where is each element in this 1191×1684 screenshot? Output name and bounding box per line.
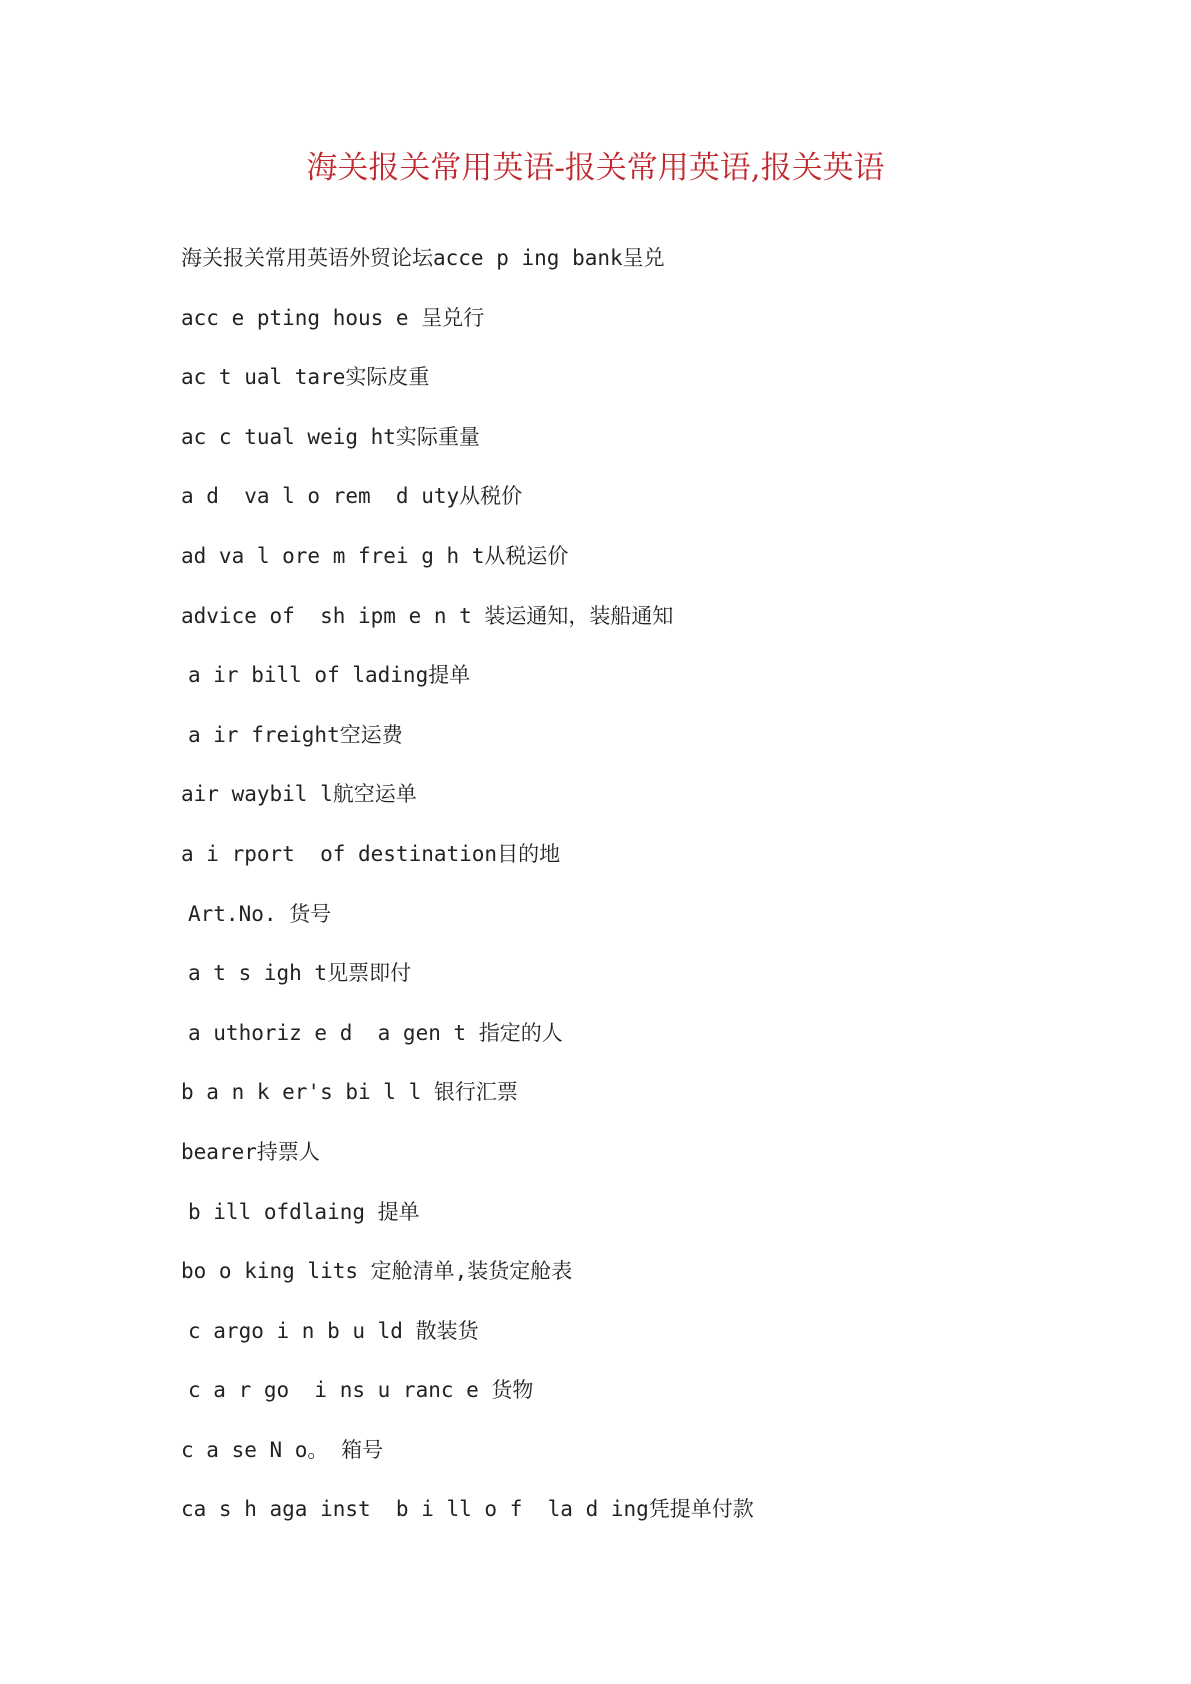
glossary-entry: b ill ofdlaing 提单 xyxy=(188,1199,420,1224)
glossary-entry: Art.No. 货号 xyxy=(188,901,332,926)
glossary-entry: ac t ual tare实际皮重 xyxy=(181,365,430,390)
glossary-entry: a t s igh t见票即付 xyxy=(188,961,412,986)
glossary-list xyxy=(181,243,1081,1554)
page-title: 海关报关常用英语-报关常用英语,报关英语 xyxy=(306,150,885,186)
glossary-entry: ca s h aga inst b i ll o f la d ing凭提单付款 xyxy=(181,1497,754,1522)
glossary-entry: advice of sh ipm e n t 装运通知，装船通知 xyxy=(181,603,674,628)
glossary-entry: ac c tual weig ht实际重量 xyxy=(181,424,480,449)
glossary-entry: ad va l ore m frei g h t从税运价 xyxy=(181,543,569,568)
glossary-entry: c a se N o。 箱号 xyxy=(181,1437,384,1462)
glossary-entry: c argo i n b u ld 散装货 xyxy=(188,1318,479,1343)
glossary-entry: air waybil l航空运单 xyxy=(181,782,417,807)
glossary-entry: 海关报关常用英语外贸论坛acce p ing bank呈兑 xyxy=(181,246,665,270)
glossary-entry: a i rport of destination目的地 xyxy=(181,841,561,866)
glossary-entry: a ir freight空运费 xyxy=(188,722,403,747)
glossary-entry: a uthoriz e d a gen t 指定的人 xyxy=(188,1020,563,1045)
glossary-entry: a ir bill of lading提单 xyxy=(188,663,471,688)
glossary-entry: c a r go i ns u ranc e 货物 xyxy=(188,1378,534,1403)
glossary-entry: a d va l o rem d uty从税价 xyxy=(181,484,523,509)
glossary-entry: acc e pting hous e 呈兑行 xyxy=(181,305,485,330)
glossary-entry: bo o king lits 定舱清单,装货定舱表 xyxy=(181,1259,573,1284)
glossary-entry: bearer持票人 xyxy=(181,1139,320,1164)
glossary-entry: b a n k er's bi l l 银行汇票 xyxy=(181,1080,518,1105)
